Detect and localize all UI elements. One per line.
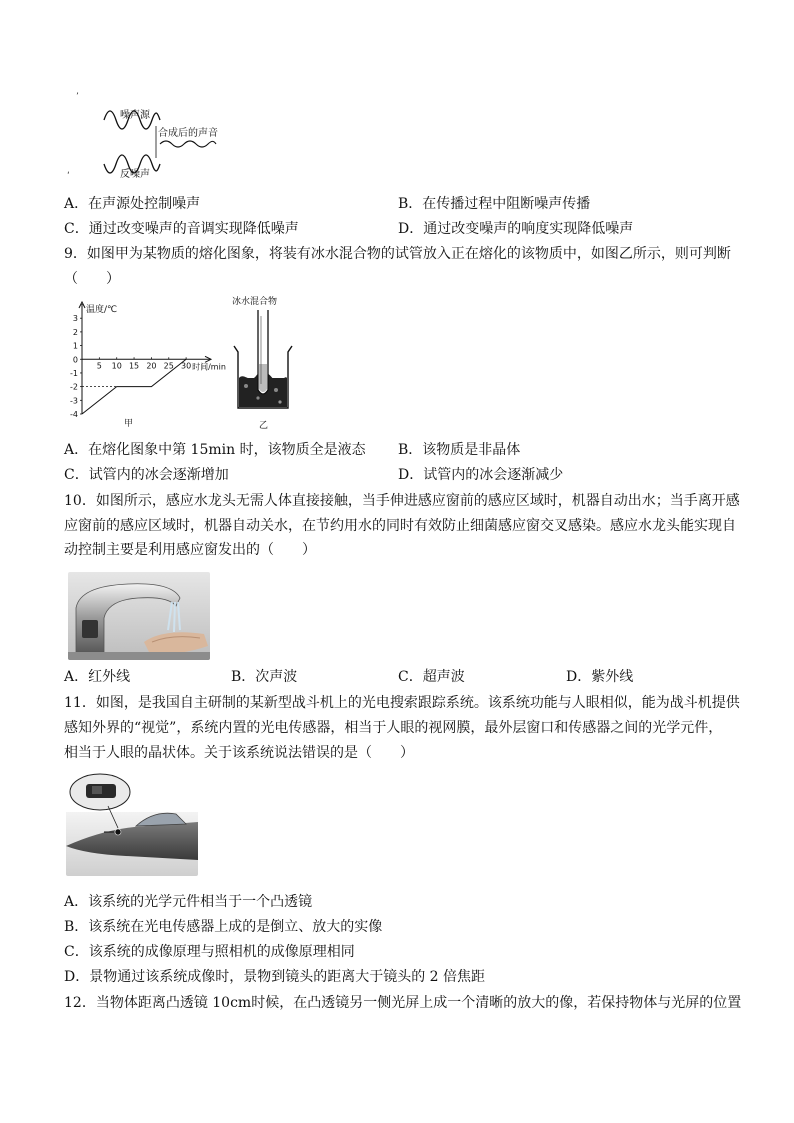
q9-option-c[interactable]: C．试管内的冰会逐渐增加	[64, 467, 229, 483]
y-tick-label: 2	[72, 327, 78, 337]
q11-option-d[interactable]: D．景物通过该系统成像时，景物到镜头的距离大于镜头的 2 倍焦距	[64, 969, 486, 985]
q10-stem-line3: 动控制主要是利用感应窗发出的（ ）	[64, 542, 316, 558]
fighter-jet-photo	[66, 772, 198, 876]
beaker-caption: 乙	[259, 421, 269, 431]
y-tick-label: 0	[72, 355, 78, 365]
q11-option-a[interactable]: A．该系统的光学元件相当于一个凸透镜	[64, 894, 313, 910]
y-tick-label: -3	[70, 396, 78, 406]
x-tick-label: 20	[146, 361, 157, 371]
y-tick-label: 1	[72, 341, 78, 351]
svg-text:’: ’	[76, 92, 79, 102]
q8-option-d[interactable]: D．通过改变噪声的响度实现降低噪声	[398, 221, 634, 237]
x-tick-label: 25	[163, 361, 174, 371]
q11-stem-line1: 11．如图，是我国自主研制的某新型战斗机上的光电搜索跟踪系统。该系统功能与人眼相似，能为战斗机提供	[64, 695, 740, 711]
x-axis-label: 时间/min	[192, 362, 226, 372]
q9-stem-line2: （ ）	[64, 271, 120, 287]
q10-option-c[interactable]: C．超声波	[398, 669, 465, 685]
y-tick-label: -4	[70, 410, 78, 419]
x-tick-label: 5	[96, 361, 102, 371]
q9-option-a[interactable]: A．在熔化图象中第 15min 时，该物质全是液态	[64, 442, 366, 458]
y-axis-label: 温度/℃	[86, 305, 118, 315]
q11-stem-line2: 感知外界的“视觉”，系统内置的光电传感器，相当于人眼的视网膜，最外层窗口和传感器之间的光学元件，	[64, 720, 723, 736]
graph-caption: 甲	[124, 419, 134, 429]
y-tick-label: 3	[72, 314, 78, 324]
q8-option-b[interactable]: B．在传播过程中阻断噪声传播	[398, 196, 591, 212]
q12-stem-line1: 12．当物体距离凸透镜 10cm时候，在凸透镜另一侧光屏上成一个清晰的放大的像，若保持物体与光屏的位置	[64, 995, 742, 1011]
q10-stem-line1: 10．如图所示，感应水龙头无需人体直接接触，当手伸进感应窗前的感应区域时，机器自动出水；当手离开感	[64, 493, 740, 509]
q10-option-a[interactable]: A．红外线	[64, 669, 131, 685]
q11-stem-line3: 相当于人眼的晶状体。关于该系统说法错误的是（ ）	[64, 745, 414, 761]
combined-wave	[160, 141, 216, 147]
q11-option-c[interactable]: C．该系统的成像原理与照相机的成像原理相同	[64, 944, 355, 960]
y-tick-label: -1	[70, 368, 78, 378]
sensor-faucet-photo	[68, 572, 210, 660]
x-tick-label: 10	[111, 361, 122, 371]
anti-noise-label: 反噪声	[120, 169, 150, 180]
q10-option-b[interactable]: B．次声波	[231, 669, 298, 685]
noise-source-label: 噪声源	[120, 110, 150, 121]
combined-label: 合成后的声音	[158, 128, 218, 139]
q9-option-d[interactable]: D．试管内的冰会逐渐减少	[398, 467, 564, 483]
x-tick-label: 15	[128, 361, 140, 371]
q8-option-c[interactable]: C．通过改变噪声的音调实现降低噪声	[64, 221, 299, 237]
svg-text:‘: ‘	[67, 171, 70, 181]
x-tick-label: 30	[181, 361, 192, 371]
beaker-label: 冰水混合物	[232, 297, 278, 307]
q10-option-d[interactable]: D．紫外线	[566, 669, 634, 685]
q9-option-b[interactable]: B．该物质是非晶体	[398, 442, 521, 458]
q8-option-a[interactable]: A．在声源处控制噪声	[64, 196, 201, 212]
q10-stem-line2: 应窗前的感应区域时，机器自动关水，在节约用水的同时有效防止细菌感应窗交叉感染。感应水龙头能实现自	[64, 518, 736, 534]
melting-graph	[62, 296, 228, 430]
noise-wave-figure	[62, 92, 232, 184]
beaker-figure	[228, 294, 304, 432]
q11-option-b[interactable]: B．该系统在光电传感器上成的是倒立、放大的实像	[64, 919, 383, 935]
q9-stem-line1: 9．如图甲为某物质的熔化图象，将装有冰水混合物的试管放入正在熔化的该物质中，如图乙所示，则可判断	[64, 246, 731, 262]
y-tick-label: -2	[70, 382, 78, 392]
